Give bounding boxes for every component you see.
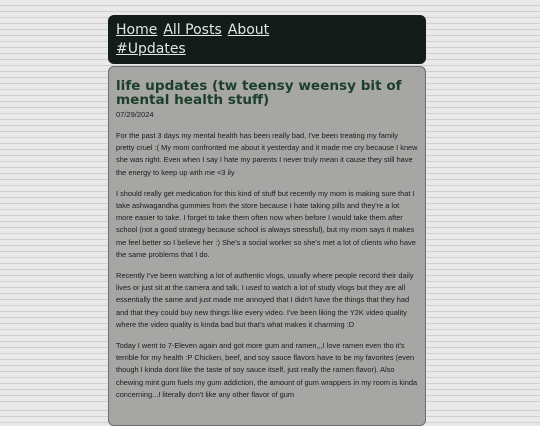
post-paragraph: For the past 3 days my mental health has been really bad, I've been treating my family pretty cruel :( My mom confronted me about it yesterday and it made me cry because I knew she was right. Even when I say I hate my parents I never truly mean it cause they still have the energy to keep up with me <3 ily <box>116 131 418 177</box>
top-navigation <box>108 15 426 64</box>
nav-link-about[interactable]: About <box>227 22 270 38</box>
post-date: 07/29/2024 <box>116 110 154 119</box>
post-title: life updates (tw teensy weensy bit of mental health stuff) <box>116 78 402 108</box>
tag-link-updates[interactable]: #Updates <box>116 41 186 57</box>
nav-link-all-posts[interactable]: All Posts <box>163 22 222 38</box>
post-paragraph: I should really get medication for this kind of stuff but recently my mom is making sure that I take ashwagandha gummies from the store because I hate taking pills and they're a lot more easier to take. I forget to take them often now when before I would take them after school (not a good strategy because school is always stressful), but my mom says it makes me feel better so I believe her :) She's a social worker so she's met a lot of clients who have the same problems that I do. <box>116 188 416 259</box>
post-paragraph: Recently I've been watching a lot of authentic vlogs, usually where people record their daily lives or just sit at the camera and talk. I used to watch a lot of study vlogs but they are all essentially the same and just made me annoyed that I didn't have the things that they had and that they could buy new things like every video. I've been liking the Y2K video quality where the video quality is kinda bad but that's what makes it charming :D <box>116 271 414 329</box>
nav-tags-row <box>116 40 418 59</box>
post-card <box>108 66 426 426</box>
nav-link-home[interactable]: Home <box>116 22 158 38</box>
post-paragraph: Today I went to 7-Eleven again and got more gum and ramen,,,I love ramen even tho it's terrible for my health :P Chicken, beef, and soy sauce flavors have to be my favorites (even though I kinda dont like the taste of soy sauce itself, just really the ramen flavor). Also chewing mint gum fuels my gum addiction, the amount of gum wrappers in my room is kinda concerning...I literally don't like any other flavor of gum <box>116 341 418 399</box>
nav-links-row <box>116 21 418 40</box>
